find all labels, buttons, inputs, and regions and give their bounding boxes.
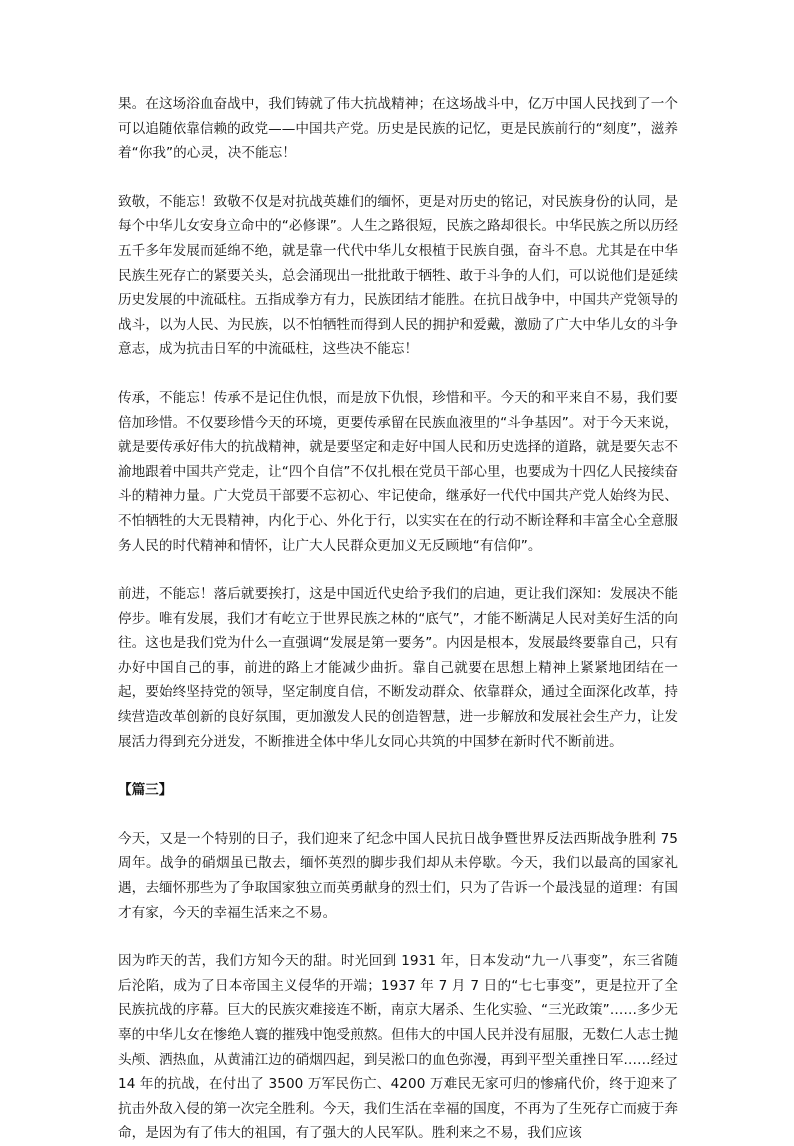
paragraph-6: 因为昨天的苦，我们方知今天的甜。时光回到 1931 年，日本发动“九一八事变”，东三省随后沦陷，成为了日本帝国主义侵华的开端；1937 年 7 月 7 日的“七七事变”，更是拉开了全民族抗战的序幕。巨大的民族灾难接连不断，南京大屠杀、生化实验、“三光政策”……多少无辜的中华儿女在惨绝人寰的摧残中饱受煎熬。但伟大的中国人民并没有屈服，无数仁人志士抛头颅、洒热血，从黄浦江边的硝烟四起，到吴淞口的血色弥漫，再到平型关重挫日军……经过 14 年的抗战，在付出了 3500 万军民伤亡、4200 万难民无家可归的惨痛代价，终于迎来了抗击外敌入侵的第一次完全胜利。今天，我们生活在幸福的国度，不再为了生死存亡而疲于奔命，是因为有了伟大的祖国，有了强大的人民军队。胜利来之不易，我们应该 bbox=[118, 953, 678, 1142]
paragraph-4: 前进，不能忘！落后就要挨打，这是中国近代史给予我们的启迪，更让我们深知：发展决不能停步。唯有发展，我们才有屹立于世界民族之林的“底气”，才能不断满足人民对美好生活的向往。这也是我们党为什么一直强调“发展是第一要务”。内因是根本，发展最终要靠自己，只有办好中国自己的事，前进的路上才能减少曲折。靠自己就要在思想上精神上紧紧地团结在一起，要始终坚持党的领导，坚定制度自信，不断发动群众、依靠群众，通过全面深化改革，持续营造改革创新的良好氛围，更加激发人民的创造智慧，进一步解放和发展社会生产力，让发展活力得到充分迸发，不断推进全体中华儿女同心共筑的中国梦在新时代不断前进。 bbox=[118, 586, 678, 750]
paragraph-1: 果。在这场浴血奋战中，我们铸就了伟大抗战精神；在这场战斗中，亿万中国人民找到了一个可以追随依靠信赖的政党——中国共产党。历史是民族的记忆，更是民族前行的“刻度”，滋养着“你我”的心灵，决不能忘！ bbox=[118, 96, 678, 162]
paragraph-gap bbox=[118, 925, 678, 949]
section-heading: 【篇三】 bbox=[118, 782, 173, 799]
paragraph-gap bbox=[118, 558, 678, 582]
paragraph-gap bbox=[118, 166, 678, 190]
paragraph-2: 致敬，不能忘！致敬不仅是对抗战英雄们的缅怀，更是对历史的铭记，对民族身份的认同，是每个中华儿女安身立命中的“必修课”。人生之路很短，民族之路却很长。中华民族之所以历经五千多年发展而延绵不绝，就是靠一代代中华儿女根植于民族自强，奋斗不息。尤其是在中华民族生死存亡的紧要关头，总会涌现出一批批敢于牺牲、敢于斗争的人们，可以说他们是延续历史发展的中流砥柱。五指成拳方有力，民族团结才能胜。在抗日战争中，中国共产党领导的战斗，以为人民、为民族，以不怕牺牲而得到人民的拥护和爱戴，激励了广大中华儿女的斗争意志，成为抗击日军的中流砥柱，这些决不能忘！ bbox=[118, 193, 678, 358]
paragraph-3: 传承，不能忘！传承不是记住仇恨，而是放下仇恨，珍惜和平。今天的和平来自不易，我们要倍加珍惜。不仅要珍惜今天的环境，更要传承留在民族血液里的“斗争基因”。对于今天来说，就是要传承好伟大的抗战精神，就是要坚定和走好中国人民和历史选择的道路，就是要矢志不渝地跟着中国共产党走，让“四个自信”不仅扎根在党员干部心里，也要成为十四亿人民接续奋斗的精神力量。广大党员干部要不忘初心、牢记使命，继承好一代代中国共产党人始终为民、不怕牺牲的大无畏精神，内化于心、外化于行，以实实在在的行动不断诠释和丰富全心全意服务人民的时代精神和情怀，让广大人民群众更加义无反顾地“有信仰”。 bbox=[118, 389, 678, 554]
document-page bbox=[118, 92, 678, 1146]
paragraph-gap bbox=[118, 754, 678, 778]
paragraph-5: 今天，又是一个特别的日子，我们迎来了纪念中国人民抗日战争暨世界反法西斯战争胜利 75 周年。战争的硝烟虽已散去，缅怀英烈的脚步我们却从未停歇。今天，我们以最高的国家礼遇，去缅怀那些为了争取国家独立而英勇献身的烈士们，只为了告诉一个最浅显的道理：有国才有家，今天的幸福生活来之不易。 bbox=[118, 830, 678, 921]
paragraph-gap bbox=[118, 362, 678, 386]
paragraph-gap bbox=[118, 803, 678, 827]
